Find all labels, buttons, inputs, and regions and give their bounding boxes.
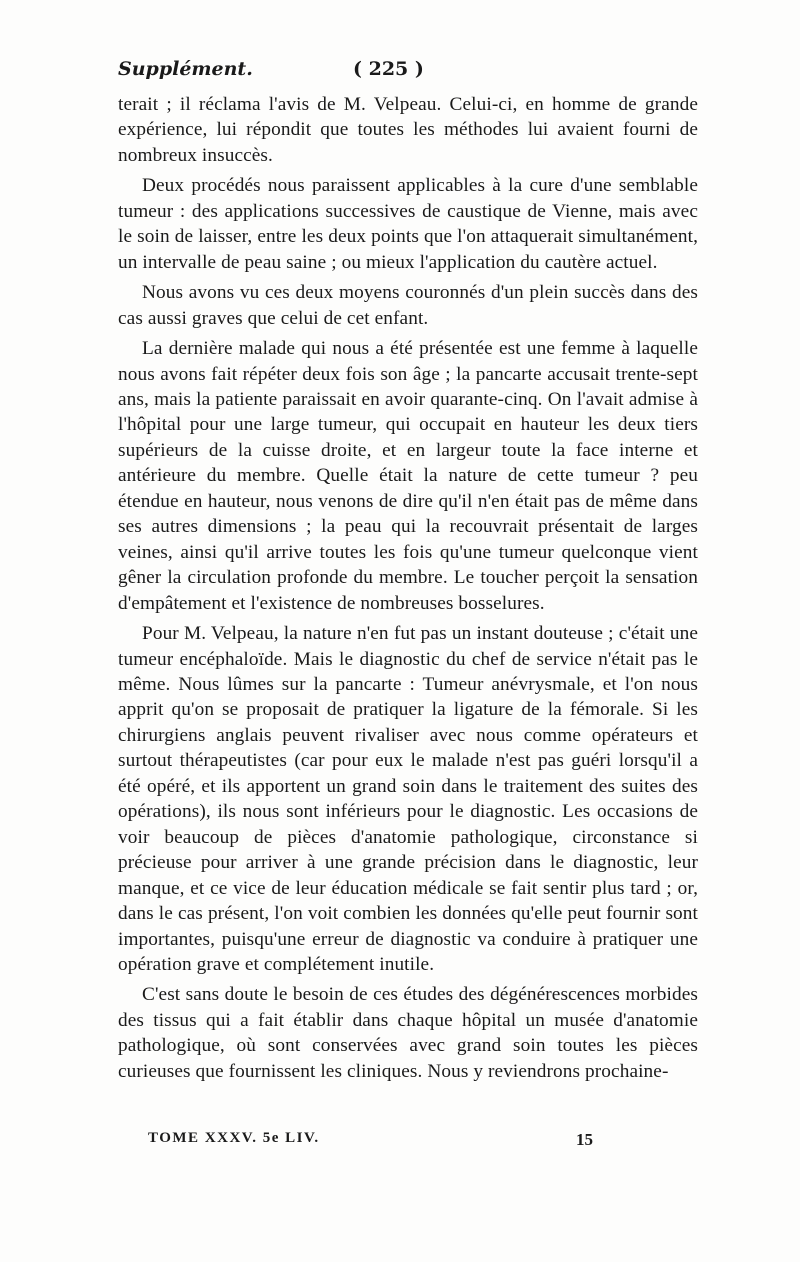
printer-signature-line	[148, 1130, 698, 1154]
paragraph-4: La dernière malade qui nous a été présentée est une femme à laquelle nous avons fait répéter deux fois son âge ; la pancarte accusait trente-sept ans, mais la patiente paraissait en avoir quarante-cinq. On l'avait admise à l'hôpital pour une large tumeur, qui occupait en hauteur les deux tiers supérieurs de la cuisse droite, et en largeur toute la face interne et antérieure du membre. Quelle était la nature de cette tumeur ? peu étendue en hauteur, nous venons de dire qu'il n'en était pas de même dans ses autres dimensions ; la peau qui la recouvrait présentait de larges veines, ainsi qu'il arrive toutes les fois qu'une tumeur quelconque vient gêner la circulation profonde du membre. Le toucher perçoit la sensation d'empâtement et l'existence de nombreuses bosselures.	[118, 338, 698, 614]
gathering-number: 15	[576, 1130, 593, 1149]
paragraph-5: Pour M. Velpeau, la nature n'en fut pas un instant douteuse ; c'était une tumeur encéphaloïde. Mais le diagnostic du chef de service n'était pas le même. Nous lûmes sur la pancarte : Tumeur anévrysmale, et l'on nous apprit qu'on se proposait de pratiquer la ligature de la fémorale. Si les chirurgiens anglais peuvent rivaliser avec nous comme opérateurs et surtout thérapeutistes (car pour eux le malade n'est pas guéri lorsqu'il a été opéré, et ils apportent un grand soin dans le traitement des suites des opérations), ils nous sont inférieurs pour le diagnostic. Les occasions de voir beaucoup de pièces d'anatomie pathologique, circonstance si précieuse pour arriver à une grande précision dans le diagnostic, leur manque, et ce vice de leur éducation médicale se fait sentir plus tard ; or, dans le cas présent, l'on voit combien les données qu'elle peut fournir sont importantes, puisqu'une erreur de diagnostic va conduire à pratiquer une opération grave et complétement inutile.	[118, 623, 698, 975]
paragraph-2: Deux procédés nous paraissent applicables à la cure d'une semblable tumeur : des applications successives de caustique de Vienne, mais avec le soin de laisser, entre les deux points que l'on attaquerait simultanément, un intervalle de peau saine ; ou mieux l'application du cautère actuel.	[118, 175, 698, 273]
volume-signature: TOME XXXV. 5e LIV.	[148, 1130, 320, 1146]
body-text	[118, 92, 698, 1089]
section-title: Supplément.	[118, 58, 253, 80]
paragraph-1: terait ; il réclama l'avis de M. Velpeau. Celui-ci, en homme de grande expérience, lui répondit que toutes les méthodes lui avaient fourni de nombreux insuccès.	[118, 94, 698, 166]
paragraph-3: Nous avons vu ces deux moyens couronnés d'un plein succès dans des cas aussi graves que celui de cet enfant.	[118, 282, 698, 329]
running-head	[118, 58, 698, 88]
page-number: ( 225 )	[353, 58, 424, 80]
paragraph-6: C'est sans doute le besoin de ces études des dégénérescences morbides des tissus qui a fait établir dans chaque hôpital un musée d'anatomie pathologique, où sont conservées avec grand soin toutes les pièces curieuses que fournissent les cliniques. Nous y reviendrons prochaine-	[118, 984, 698, 1082]
